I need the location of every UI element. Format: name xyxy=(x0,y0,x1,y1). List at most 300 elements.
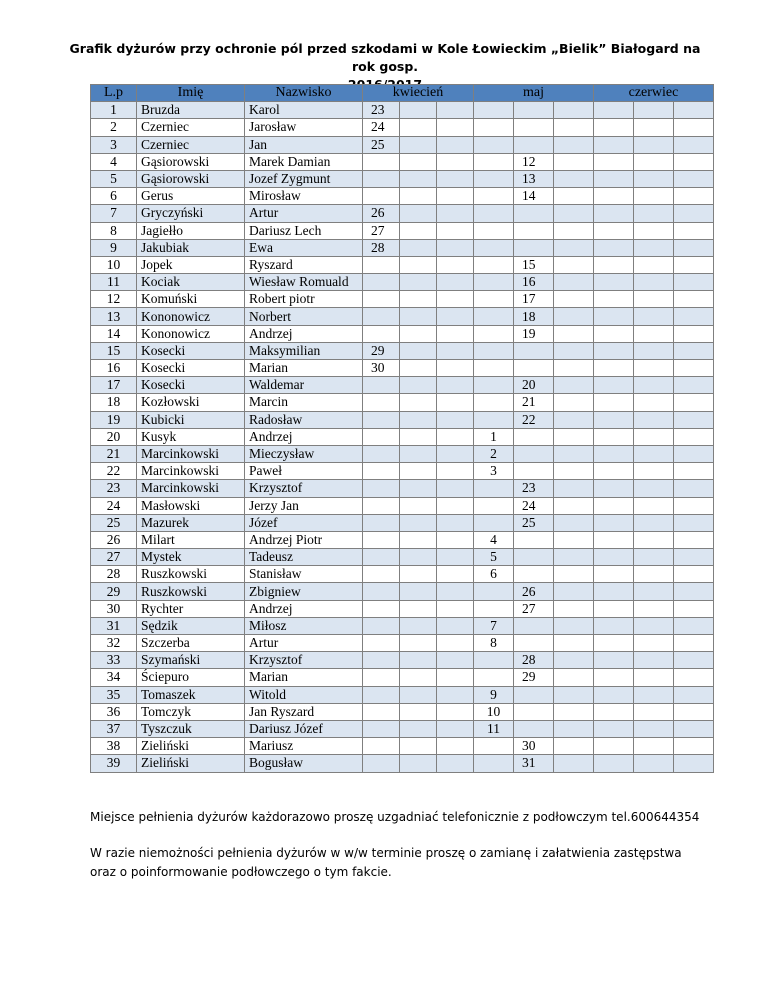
first-name-cell: Gryczyński xyxy=(137,205,245,222)
april-day-cell xyxy=(363,394,400,411)
april-cell xyxy=(437,531,474,548)
april-cell xyxy=(437,480,474,497)
table-row xyxy=(91,170,714,187)
june-cell xyxy=(634,583,674,600)
april-cell xyxy=(400,411,437,428)
may-cell xyxy=(554,188,594,205)
may-day-cell xyxy=(514,686,554,703)
april-cell xyxy=(437,686,474,703)
june-cell xyxy=(674,394,714,411)
april-cell xyxy=(400,480,437,497)
lp-cell: 37 xyxy=(91,720,137,737)
last-name-cell: Artur xyxy=(245,205,363,222)
june-cell xyxy=(674,738,714,755)
lp-cell: 20 xyxy=(91,428,137,445)
may-day-cell xyxy=(474,188,514,205)
june-cell xyxy=(594,445,634,462)
april-cell xyxy=(437,445,474,462)
table-row xyxy=(91,600,714,617)
june-cell xyxy=(634,222,674,239)
april-cell xyxy=(437,566,474,583)
lp-cell: 6 xyxy=(91,188,137,205)
june-cell xyxy=(674,428,714,445)
first-name-cell: Zieliński xyxy=(137,738,245,755)
may-day-cell xyxy=(474,480,514,497)
last-name-cell: Mirosław xyxy=(245,188,363,205)
may-day-cell: 17 xyxy=(514,291,554,308)
april-day-cell xyxy=(363,463,400,480)
first-name-cell: Kubicki xyxy=(137,411,245,428)
last-name-cell: Tadeusz xyxy=(245,549,363,566)
june-cell xyxy=(594,291,634,308)
june-cell xyxy=(674,325,714,342)
april-cell xyxy=(400,188,437,205)
first-name-cell: Tomaszek xyxy=(137,686,245,703)
first-name-cell: Czerniec xyxy=(137,119,245,136)
last-name-cell: Wiesław Romuald xyxy=(245,274,363,291)
table-row xyxy=(91,669,714,686)
june-cell xyxy=(594,463,634,480)
last-name-cell: Jan xyxy=(245,136,363,153)
first-name-cell: Kosecki xyxy=(137,342,245,359)
lp-cell: 3 xyxy=(91,136,137,153)
june-cell xyxy=(594,480,634,497)
june-cell xyxy=(674,600,714,617)
table-row xyxy=(91,274,714,291)
june-cell xyxy=(634,755,674,772)
may-day-cell xyxy=(474,514,514,531)
june-cell xyxy=(634,635,674,652)
april-cell xyxy=(437,703,474,720)
april-day-cell xyxy=(363,325,400,342)
last-name-cell: Andrzej xyxy=(245,428,363,445)
april-cell xyxy=(400,428,437,445)
april-cell xyxy=(400,566,437,583)
may-day-cell xyxy=(474,652,514,669)
june-cell xyxy=(594,703,634,720)
may-day-cell: 9 xyxy=(474,686,514,703)
april-day-cell: 28 xyxy=(363,239,400,256)
table-row xyxy=(91,738,714,755)
may-day-cell xyxy=(514,205,554,222)
april-cell xyxy=(400,617,437,634)
june-cell xyxy=(674,222,714,239)
last-name-cell: Krzysztof xyxy=(245,480,363,497)
table-body xyxy=(91,102,714,772)
first-name-cell: Gerus xyxy=(137,188,245,205)
lp-cell: 35 xyxy=(91,686,137,703)
april-cell xyxy=(437,136,474,153)
april-cell xyxy=(437,274,474,291)
table-row xyxy=(91,703,714,720)
june-cell xyxy=(674,755,714,772)
last-name-cell: Waldemar xyxy=(245,377,363,394)
may-cell xyxy=(554,360,594,377)
may-day-cell xyxy=(474,411,514,428)
last-name-cell: Andrzej Piotr xyxy=(245,531,363,548)
april-day-cell: 24 xyxy=(363,119,400,136)
june-cell xyxy=(674,635,714,652)
lp-cell: 38 xyxy=(91,738,137,755)
table-row xyxy=(91,566,714,583)
first-name-cell: Gąsiorowski xyxy=(137,170,245,187)
april-cell xyxy=(400,463,437,480)
lp-cell: 17 xyxy=(91,377,137,394)
april-cell xyxy=(400,222,437,239)
table-row xyxy=(91,256,714,273)
april-cell xyxy=(400,205,437,222)
first-name-cell: Marcinkowski xyxy=(137,445,245,462)
table-row xyxy=(91,652,714,669)
may-day-cell: 1 xyxy=(474,428,514,445)
may-cell xyxy=(554,738,594,755)
april-cell xyxy=(400,583,437,600)
lp-cell: 16 xyxy=(91,360,137,377)
last-name-cell: Radosław xyxy=(245,411,363,428)
april-cell xyxy=(437,600,474,617)
last-name-cell: Jarosław xyxy=(245,119,363,136)
table-row xyxy=(91,188,714,205)
last-name-cell: Dariusz Lech xyxy=(245,222,363,239)
june-cell xyxy=(594,428,634,445)
april-day-cell xyxy=(363,153,400,170)
april-cell xyxy=(437,256,474,273)
table-row xyxy=(91,445,714,462)
april-cell xyxy=(437,738,474,755)
june-cell xyxy=(594,325,634,342)
june-cell xyxy=(634,136,674,153)
april-cell xyxy=(400,652,437,669)
may-day-cell xyxy=(514,342,554,359)
may-day-cell xyxy=(514,428,554,445)
april-day-cell xyxy=(363,188,400,205)
may-cell xyxy=(554,531,594,548)
april-day-cell: 26 xyxy=(363,205,400,222)
june-cell xyxy=(674,188,714,205)
june-cell xyxy=(634,119,674,136)
header-czerwiec: czerwiec xyxy=(594,85,714,102)
table-row xyxy=(91,635,714,652)
april-cell xyxy=(437,652,474,669)
first-name-cell: Bruzda xyxy=(137,102,245,119)
may-day-cell xyxy=(514,102,554,119)
first-name-cell: Rychter xyxy=(137,600,245,617)
may-day-cell: 18 xyxy=(514,308,554,325)
june-cell xyxy=(594,342,634,359)
lp-cell: 30 xyxy=(91,600,137,617)
table-row xyxy=(91,291,714,308)
table-row xyxy=(91,531,714,548)
april-cell xyxy=(437,239,474,256)
first-name-cell: Jakubiak xyxy=(137,239,245,256)
april-cell xyxy=(400,549,437,566)
may-day-cell xyxy=(474,222,514,239)
lp-cell: 9 xyxy=(91,239,137,256)
april-cell xyxy=(400,239,437,256)
lp-cell: 39 xyxy=(91,755,137,772)
may-cell xyxy=(554,411,594,428)
june-cell xyxy=(674,136,714,153)
may-cell xyxy=(554,669,594,686)
table-row xyxy=(91,377,714,394)
may-day-cell: 2 xyxy=(474,445,514,462)
may-day-cell xyxy=(474,136,514,153)
last-name-cell: Mieczysław xyxy=(245,445,363,462)
may-day-cell xyxy=(474,239,514,256)
last-name-cell: Marian xyxy=(245,360,363,377)
june-cell xyxy=(594,720,634,737)
last-name-cell: Andrzej xyxy=(245,325,363,342)
june-cell xyxy=(634,274,674,291)
may-cell xyxy=(554,428,594,445)
june-cell xyxy=(594,170,634,187)
april-day-cell xyxy=(363,274,400,291)
first-name-cell: Masłowski xyxy=(137,497,245,514)
june-cell xyxy=(674,256,714,273)
replacement-note-line-1: W razie niemożności pełnienia dyżurów w w/w terminie proszę o zamianę i załatwienia zastępstwa xyxy=(90,846,682,860)
lp-cell: 36 xyxy=(91,703,137,720)
may-day-cell xyxy=(514,531,554,548)
june-cell xyxy=(634,102,674,119)
may-day-cell: 31 xyxy=(514,755,554,772)
june-cell xyxy=(634,720,674,737)
may-day-cell xyxy=(474,342,514,359)
june-cell xyxy=(594,377,634,394)
lp-cell: 4 xyxy=(91,153,137,170)
may-cell xyxy=(554,686,594,703)
june-cell xyxy=(674,153,714,170)
april-cell xyxy=(437,635,474,652)
april-cell xyxy=(437,669,474,686)
lp-cell: 14 xyxy=(91,325,137,342)
april-day-cell: 27 xyxy=(363,222,400,239)
april-cell xyxy=(400,600,437,617)
april-cell xyxy=(400,170,437,187)
table-row xyxy=(91,325,714,342)
june-cell xyxy=(674,514,714,531)
may-day-cell xyxy=(474,755,514,772)
may-day-cell xyxy=(514,445,554,462)
may-cell xyxy=(554,463,594,480)
april-day-cell xyxy=(363,170,400,187)
april-day-cell xyxy=(363,445,400,462)
june-cell xyxy=(594,222,634,239)
may-cell xyxy=(554,445,594,462)
april-cell xyxy=(400,308,437,325)
may-day-cell xyxy=(514,720,554,737)
june-cell xyxy=(674,170,714,187)
june-cell xyxy=(634,325,674,342)
first-name-cell: Jopek xyxy=(137,256,245,273)
lp-cell: 23 xyxy=(91,480,137,497)
table-row xyxy=(91,342,714,359)
first-name-cell: Kosecki xyxy=(137,360,245,377)
may-day-cell: 4 xyxy=(474,531,514,548)
may-day-cell: 3 xyxy=(474,463,514,480)
first-name-cell: Kosecki xyxy=(137,377,245,394)
lp-cell: 24 xyxy=(91,497,137,514)
april-cell xyxy=(400,360,437,377)
table-row xyxy=(91,755,714,772)
june-cell xyxy=(634,738,674,755)
may-day-cell: 21 xyxy=(514,394,554,411)
may-day-cell xyxy=(514,119,554,136)
first-name-cell: Mazurek xyxy=(137,514,245,531)
may-day-cell xyxy=(474,325,514,342)
may-cell xyxy=(554,514,594,531)
may-day-cell: 13 xyxy=(514,170,554,187)
first-name-cell: Milart xyxy=(137,531,245,548)
june-cell xyxy=(594,102,634,119)
last-name-cell: Mariusz xyxy=(245,738,363,755)
table-row xyxy=(91,411,714,428)
table-row xyxy=(91,136,714,153)
june-cell xyxy=(594,308,634,325)
may-cell xyxy=(554,497,594,514)
june-cell xyxy=(634,428,674,445)
april-day-cell xyxy=(363,583,400,600)
may-cell xyxy=(554,549,594,566)
april-cell xyxy=(437,411,474,428)
june-cell xyxy=(634,342,674,359)
table-row xyxy=(91,514,714,531)
may-day-cell xyxy=(514,549,554,566)
june-cell xyxy=(594,205,634,222)
april-cell xyxy=(437,291,474,308)
april-cell xyxy=(400,669,437,686)
june-cell xyxy=(674,720,714,737)
june-cell xyxy=(674,102,714,119)
june-cell xyxy=(634,531,674,548)
june-cell xyxy=(674,205,714,222)
header-kwiecien: kwiecień xyxy=(363,85,474,102)
last-name-cell: Zbigniew xyxy=(245,583,363,600)
may-day-cell xyxy=(514,222,554,239)
april-cell xyxy=(437,583,474,600)
last-name-cell: Witold xyxy=(245,686,363,703)
may-day-cell xyxy=(474,170,514,187)
june-cell xyxy=(674,566,714,583)
april-cell xyxy=(437,720,474,737)
april-cell xyxy=(400,256,437,273)
may-day-cell: 25 xyxy=(514,514,554,531)
april-cell xyxy=(437,377,474,394)
april-day-cell xyxy=(363,411,400,428)
first-name-cell: Marcinkowski xyxy=(137,480,245,497)
june-cell xyxy=(594,188,634,205)
april-cell xyxy=(400,720,437,737)
may-cell xyxy=(554,342,594,359)
table-row xyxy=(91,119,714,136)
may-cell xyxy=(554,256,594,273)
april-day-cell xyxy=(363,377,400,394)
lp-cell: 31 xyxy=(91,617,137,634)
april-cell xyxy=(400,119,437,136)
may-day-cell xyxy=(474,497,514,514)
june-cell xyxy=(634,652,674,669)
may-cell xyxy=(554,480,594,497)
april-day-cell xyxy=(363,635,400,652)
june-cell xyxy=(634,514,674,531)
table-row xyxy=(91,480,714,497)
table-row xyxy=(91,205,714,222)
last-name-cell: Marek Damian xyxy=(245,153,363,170)
first-name-cell: Kociak xyxy=(137,274,245,291)
table-row xyxy=(91,549,714,566)
may-day-cell xyxy=(474,377,514,394)
june-cell xyxy=(594,652,634,669)
april-day-cell xyxy=(363,514,400,531)
june-cell xyxy=(674,497,714,514)
may-day-cell xyxy=(514,617,554,634)
last-name-cell: Ewa xyxy=(245,239,363,256)
may-day-cell: 16 xyxy=(514,274,554,291)
table-row xyxy=(91,428,714,445)
may-day-cell: 26 xyxy=(514,583,554,600)
first-name-cell: Ruszkowski xyxy=(137,566,245,583)
april-day-cell xyxy=(363,600,400,617)
june-cell xyxy=(634,703,674,720)
last-name-cell: Andrzej xyxy=(245,600,363,617)
last-name-cell: Bogusław xyxy=(245,755,363,772)
may-day-cell xyxy=(474,256,514,273)
april-cell xyxy=(400,445,437,462)
june-cell xyxy=(634,291,674,308)
june-cell xyxy=(594,755,634,772)
header-maj: maj xyxy=(474,85,594,102)
april-day-cell xyxy=(363,531,400,548)
title-line-1: Grafik dyżurów przy ochronie pól przed szkodami w Kole Łowieckim „Bielik” Białogard na rok gosp. xyxy=(69,41,701,74)
june-cell xyxy=(594,256,634,273)
april-day-cell xyxy=(363,291,400,308)
may-day-cell: 6 xyxy=(474,566,514,583)
last-name-cell: Marian xyxy=(245,669,363,686)
april-cell xyxy=(437,342,474,359)
last-name-cell: Józef xyxy=(245,514,363,531)
may-day-cell xyxy=(474,394,514,411)
first-name-cell: Szczerba xyxy=(137,635,245,652)
june-cell xyxy=(674,274,714,291)
june-cell xyxy=(594,549,634,566)
april-day-cell xyxy=(363,720,400,737)
april-day-cell xyxy=(363,497,400,514)
june-cell xyxy=(674,617,714,634)
april-day-cell xyxy=(363,256,400,273)
june-cell xyxy=(674,308,714,325)
first-name-cell: Szymański xyxy=(137,652,245,669)
may-cell xyxy=(554,325,594,342)
june-cell xyxy=(674,686,714,703)
first-name-cell: Kusyk xyxy=(137,428,245,445)
may-cell xyxy=(554,394,594,411)
june-cell xyxy=(634,394,674,411)
april-day-cell xyxy=(363,738,400,755)
april-cell xyxy=(400,514,437,531)
may-cell xyxy=(554,755,594,772)
may-day-cell xyxy=(474,274,514,291)
may-day-cell xyxy=(474,669,514,686)
may-cell xyxy=(554,136,594,153)
first-name-cell: Ruszkowski xyxy=(137,583,245,600)
april-day-cell xyxy=(363,669,400,686)
june-cell xyxy=(594,394,634,411)
lp-cell: 8 xyxy=(91,222,137,239)
may-cell xyxy=(554,291,594,308)
june-cell xyxy=(674,239,714,256)
first-name-cell: Zieliński xyxy=(137,755,245,772)
table-row xyxy=(91,222,714,239)
june-cell xyxy=(594,583,634,600)
